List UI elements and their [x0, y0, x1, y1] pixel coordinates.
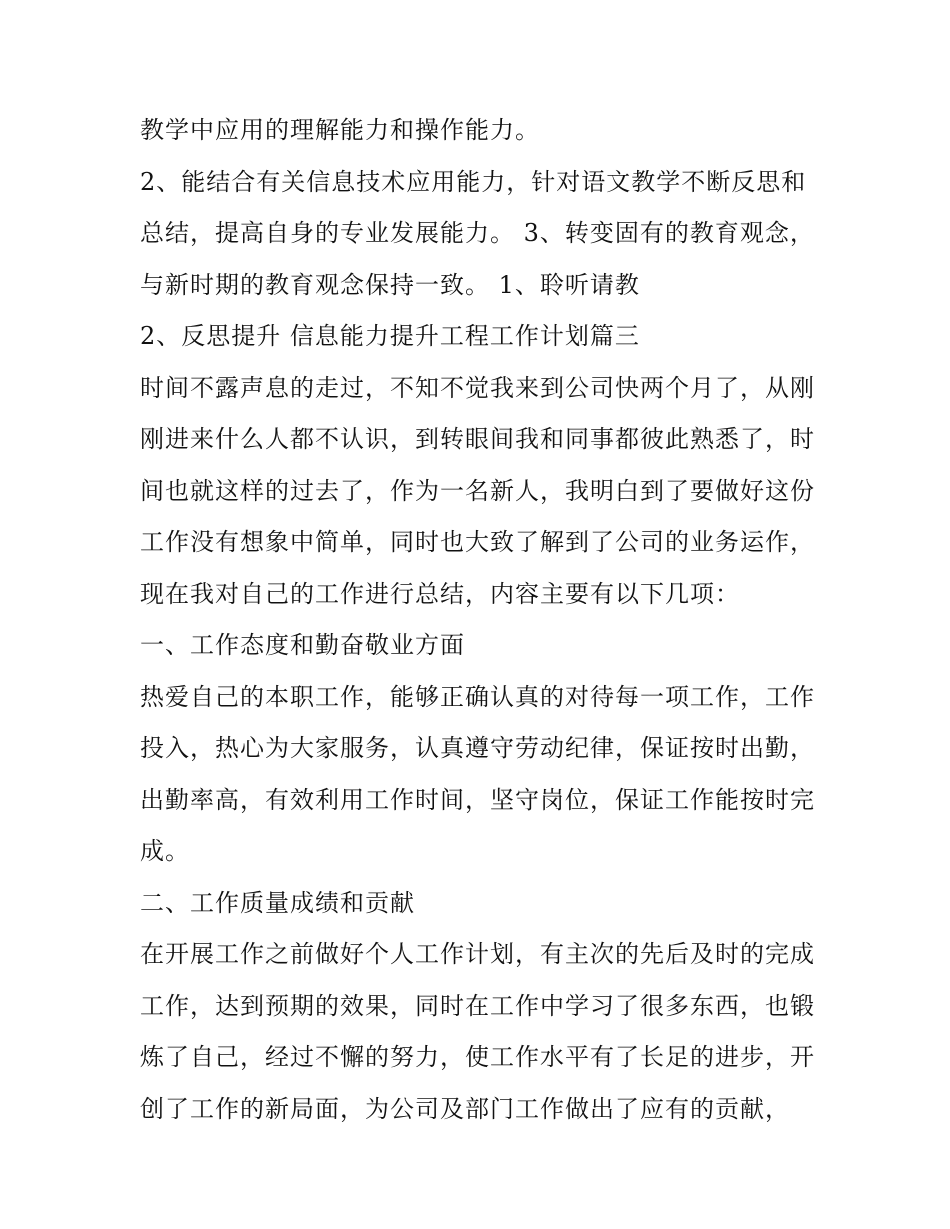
text-line: 在开展工作之前做好个人工作计划，有主次的先后及时的完成 — [140, 940, 815, 968]
document-body — [140, 105, 820, 1135]
text-line: 现在我对自己的工作进行总结，内容主要有以下几项： — [140, 579, 740, 608]
text-line: 2、能结合有关信息技术应用能力，针对语文教学不断反思和 — [140, 167, 807, 196]
text-line: 创了工作的新局面，为公司及部门工作做出了应有的贡献， — [140, 1094, 790, 1123]
text-line: 教学中应用的理解能力和操作能力。 — [140, 116, 540, 144]
text-line: 与新时期的教育观念保持一致。 1、聆听请教 — [140, 270, 640, 299]
text-line: 总结，提高自身的专业发展能力。 3、转变固有的教育观念， — [140, 219, 815, 247]
text-line: 刚进来什么人都不认识，到转眼间我和同事都彼此熟悉了，时 — [140, 425, 815, 453]
text-line: 出勤率高，有效利用工作时间，坚守岗位，保证工作能按时完 — [140, 785, 815, 814]
text-line: 间也就这样的过去了，作为一名新人，我明白到了要做好这份 — [140, 476, 815, 505]
section-heading: 二、工作质量成绩和贡献 — [140, 888, 415, 917]
text-line: 投入，热心为大家服务，认真遵守劳动纪律，保证按时出勤， — [140, 734, 815, 762]
text-line: 工作没有想象中简单，同时也大致了解到了公司的业务运作， — [140, 528, 815, 556]
text-line: 时间不露声息的走过，不知不觉我来到公司快两个月了，从刚 — [140, 373, 815, 402]
text-line: 热爱自己的本职工作，能够正确认真的对待每一项工作，工作 — [140, 682, 815, 711]
section-heading: 一、工作态度和勤奋敬业方面 — [140, 631, 465, 659]
text-line: 炼了自己，经过不懈的努力，使工作水平有了长足的进步，开 — [140, 1043, 815, 1071]
text-line: 工作，达到预期的效果，同时在工作中学习了很多东西，也锻 — [140, 991, 815, 1020]
section-heading: 2、反思提升 信息能力提升工程工作计划篇三 — [140, 322, 640, 350]
text-line: 成。 — [140, 837, 190, 865]
